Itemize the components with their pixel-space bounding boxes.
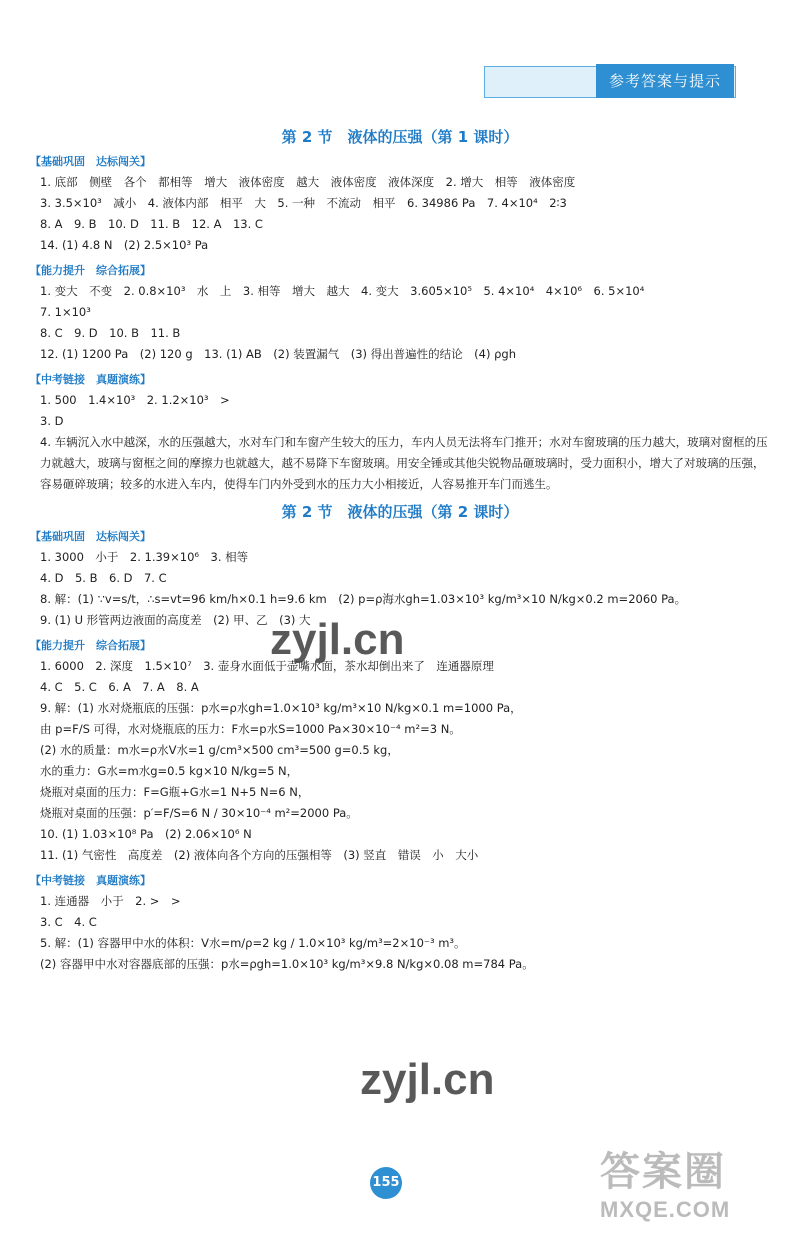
answer-line: 8. C 9. D 10. B 11. B — [40, 326, 181, 340]
answer-line: 由 p=F/S 可得，水对烧瓶底的压力：F水=p水S=1000 Pa×30×10⁻⁴ m²=3 N。 — [40, 722, 461, 736]
corner-watermark-bottom: MXQE.COM — [600, 1197, 731, 1222]
answer-line: 7. 1×10³ — [40, 305, 91, 319]
corner-watermark-top: 答案圈 — [600, 1150, 726, 1194]
answer-line: 9. (1) U 形管两边液面的高度差 (2) 甲、乙 (3) 大 — [40, 613, 311, 627]
corner-watermark — [600, 1140, 790, 1235]
block-tag: 【能力提升 综合拓展】 — [30, 639, 151, 652]
answer-line: 1. 6000 2. 深度 1.5×10⁷ 3. 壶身水面低于壶嘴水面，茶水却倒出来了 连通器原理 — [40, 659, 494, 673]
answer-paragraph: 4. 车辆沉入水中越深，水的压强越大，水对车门和车窗产生较大的压力，车内人员无法将车门推开；水对车窗玻璃的压力越大，玻璃对窗框的压力就越大，玻璃与窗框之间的摩擦力也就越大，越不易降下车窗玻璃。用安全锤或其他尖锐物品砸玻璃时，受力面积小，增大了对玻璃的压强，容易砸碎玻璃；较多的水进入车内，使得车门内外受到水的压力大小相接近，人容易推开车门而逃生。 — [40, 435, 768, 491]
answer-line: 4. C 5. C 6. A 7. A 8. A — [40, 680, 199, 694]
answer-line: 1. 底部 侧壁 各个 都相等 增大 液体密度 越大 液体密度 液体深度 2. 增大 相等 液体密度 — [40, 175, 576, 189]
answer-line: 11. (1) 气密性 高度差 (2) 液体向各个方向的压强相等 (3) 竖直 错误 小 大小 — [40, 848, 479, 862]
answer-line: 10. (1) 1.03×10⁸ Pa (2) 2.06×10⁶ N — [40, 827, 252, 841]
block-tag: 【基础巩固 达标闯关】 — [30, 530, 151, 543]
answer-line: 4. D 5. B 6. D 7. C — [40, 571, 167, 585]
answer-line: 3. 3.5×10³ 减小 4. 液体内部 相平 大 5. 一种 不流动 相平 6. 34986 Pa 7. 4×10⁴ 2∶3 — [40, 196, 567, 210]
answer-line: 3. C 4. C — [40, 915, 97, 929]
answer-line: 烧瓶对桌面的压力：F=G瓶+G水=1 N+5 N=6 N， — [40, 785, 310, 799]
block-tag: 【能力提升 综合拓展】 — [30, 264, 151, 277]
block-tag: 【中考链接 真题演练】 — [30, 373, 151, 386]
answer-line: 1. 500 1.4×10³ 2. 1.2×10³ > — [40, 393, 230, 407]
watermark: zyjl.cn — [360, 1055, 495, 1104]
header-tab: 参考答案与提示 — [596, 64, 734, 98]
answer-line: 烧瓶对桌面的压强：p′=F/S=6 N / 30×10⁻⁴ m²=2000 Pa。 — [40, 806, 358, 820]
block-tag: 【基础巩固 达标闯关】 — [30, 155, 151, 168]
section-title: 第 2 节 液体的压强（第 1 课时） — [281, 128, 519, 146]
answer-line: 3. D — [40, 414, 64, 428]
answer-line: (2) 容器甲中水对容器底部的压强：p水=ρgh=1.0×10³ kg/m³×9.8 N/kg×0.08 m=784 Pa。 — [40, 957, 534, 971]
page-number: 155 — [370, 1167, 402, 1199]
answer-line: (2) 水的质量：m水=ρ水V水=1 g/cm³×500 cm³=500 g=0.5 kg， — [40, 743, 399, 757]
watermark: zyjl.cn — [270, 615, 405, 664]
answer-line: 8. A 9. B 10. D 11. B 12. A 13. C — [40, 217, 263, 231]
answer-line: 12. (1) 1200 Pa (2) 120 g 13. (1) AB (2) 装置漏气 (3) 得出普遍性的结论 (4) ρgh — [40, 347, 516, 361]
answer-line: 1. 3000 小于 2. 1.39×10⁶ 3. 相等 — [40, 550, 249, 564]
answer-line: 8. 解：(1) ∵v=s/t，∴s=vt=96 km/h×0.1 h=9.6 km (2) p=ρ海水gh=1.03×10³ kg/m³×10 N/kg×0.2 m=2060 Pa。 — [40, 592, 687, 606]
answer-line: 5. 解：(1) 容器甲中水的体积：V水=m/ρ=2 kg / 1.0×10³ kg/m³=2×10⁻³ m³。 — [40, 936, 466, 950]
answer-line: 14. (1) 4.8 N (2) 2.5×10³ Pa — [40, 238, 209, 252]
answer-line: 9. 解：(1) 水对烧瓶底的压强：p水=ρ水gh=1.0×10³ kg/m³×10 N/kg×0.1 m=1000 Pa， — [40, 701, 522, 715]
answer-line: 1. 变大 不变 2. 0.8×10³ 水 上 3. 相等 增大 越大 4. 变大 3.605×10⁵ 5. 4×10⁴ 4×10⁶ 6. 5×10⁴ — [40, 284, 645, 298]
answer-page — [30, 120, 770, 975]
answer-line: 1. 连通器 小于 2. > > — [40, 894, 181, 908]
block-tag: 【中考链接 真题演练】 — [30, 874, 151, 887]
section-title: 第 2 节 液体的压强（第 2 课时） — [281, 503, 519, 521]
answer-line: 水的重力：G水=m水g=0.5 kg×10 N/kg=5 N， — [40, 764, 299, 778]
